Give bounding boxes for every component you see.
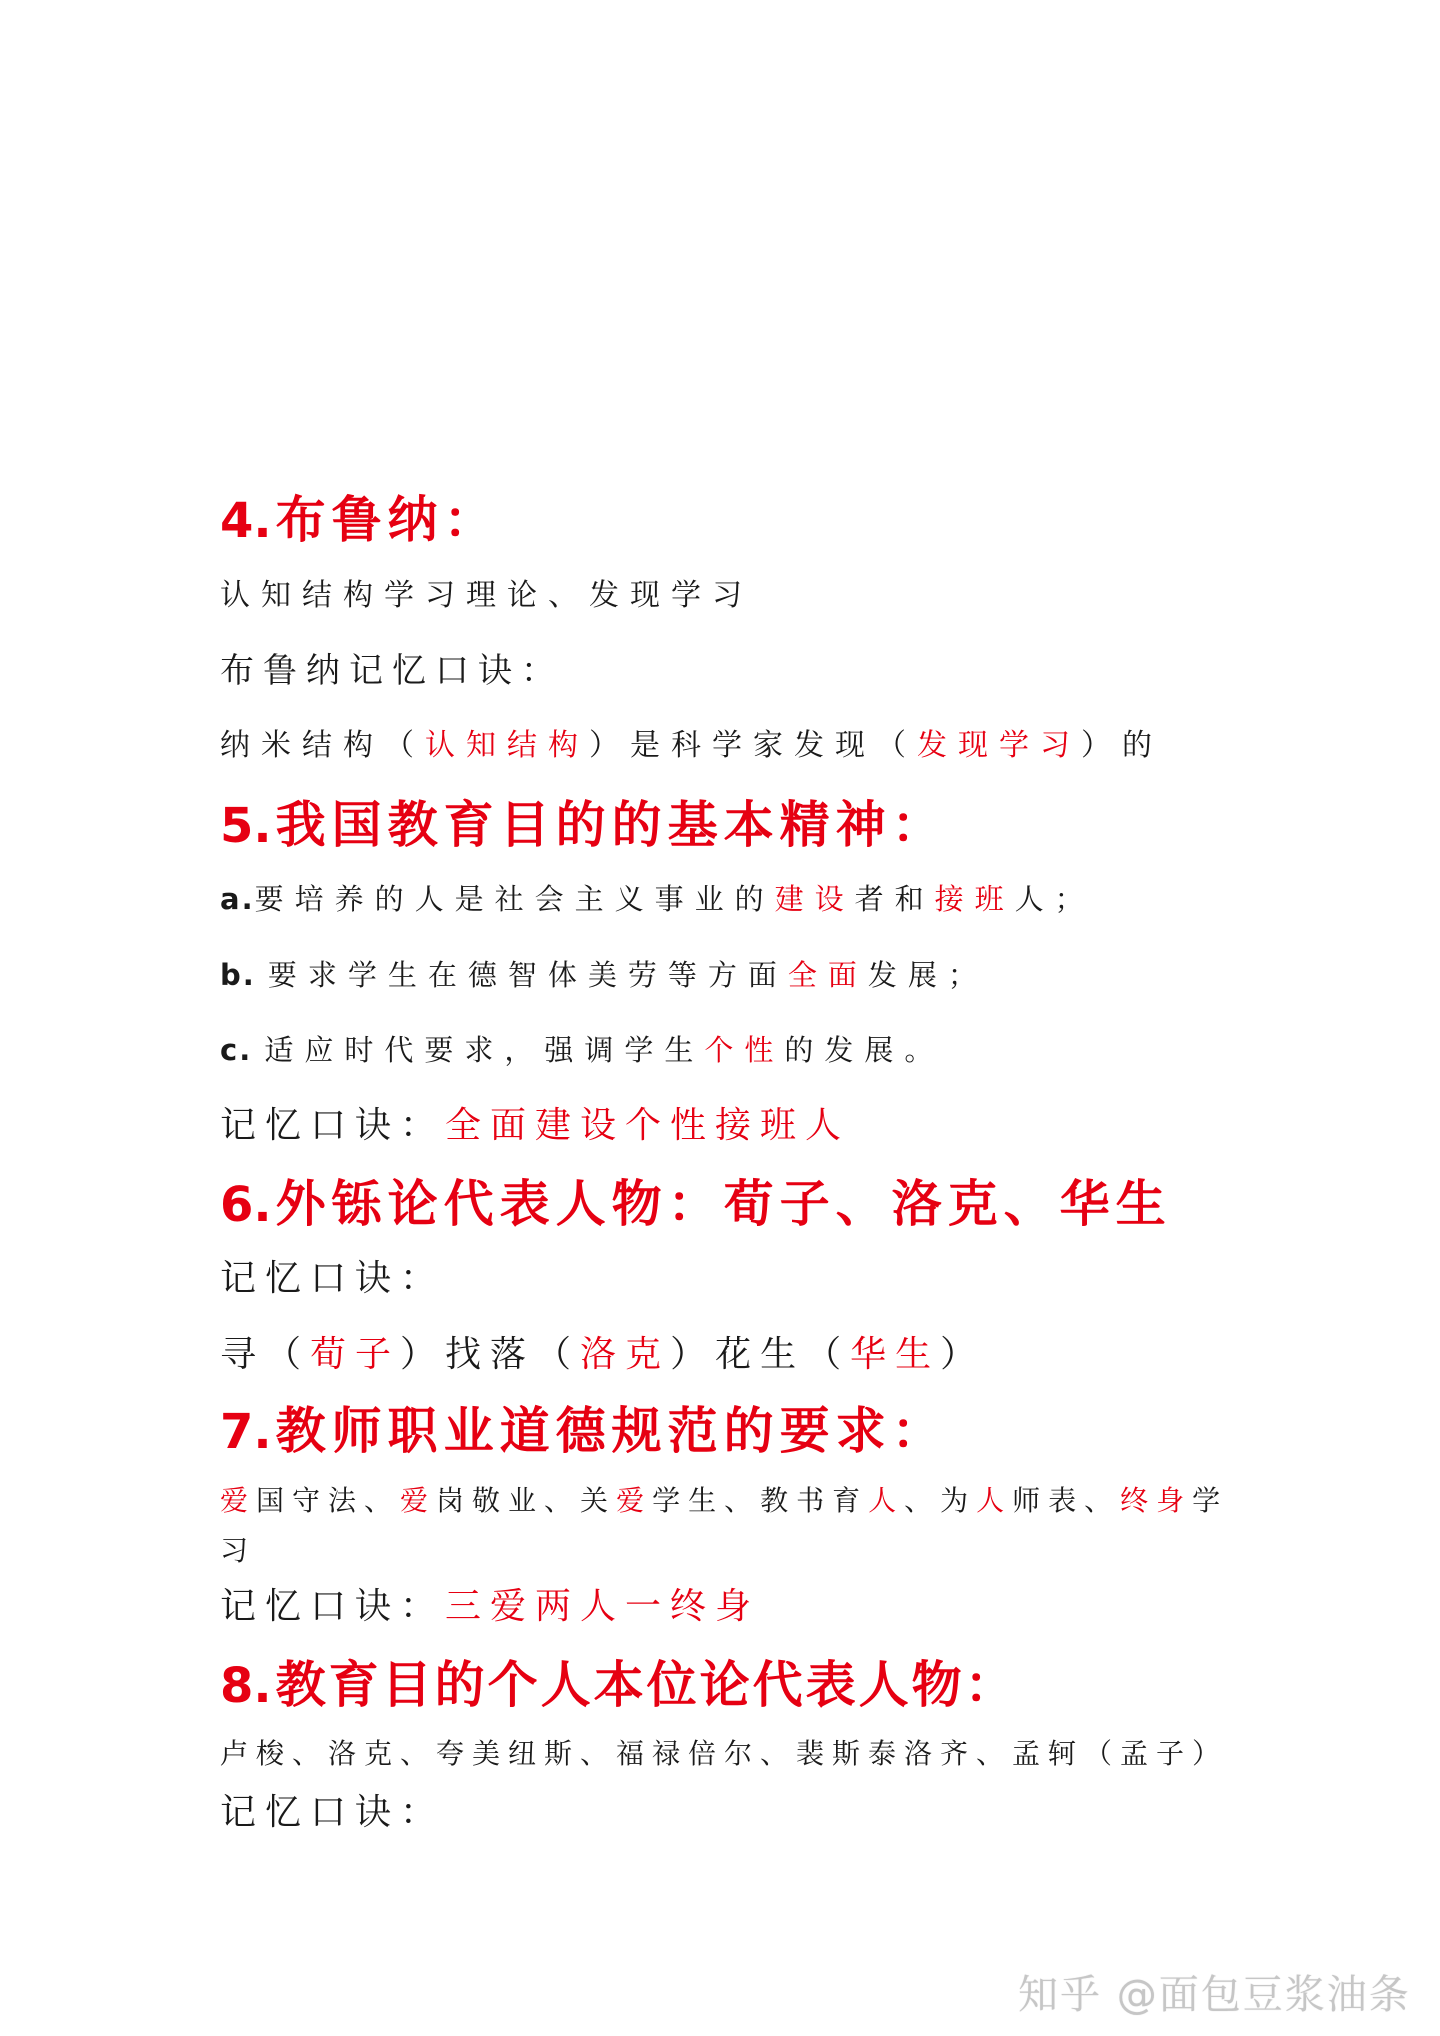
text-run: 国守法、 bbox=[256, 1484, 401, 1517]
text-run: 卢梭、洛克、夸美纽斯、福禄倍尔、裴斯泰洛齐、孟轲（孟子） bbox=[220, 1737, 1229, 1770]
text-run: c. bbox=[220, 1033, 265, 1067]
section-number: 8. bbox=[220, 1658, 272, 1714]
text-run: ） bbox=[940, 1334, 986, 1375]
section-number: 6. bbox=[220, 1177, 272, 1233]
mnemonic-label bbox=[220, 1790, 445, 1836]
mnemonic-line bbox=[220, 1584, 760, 1630]
point-a bbox=[220, 879, 1095, 919]
text-run: 岗敬业、关 bbox=[436, 1484, 617, 1517]
text-run: 人； bbox=[1014, 882, 1095, 916]
section-number: 7. bbox=[220, 1404, 272, 1460]
text-run: 发展； bbox=[867, 958, 988, 992]
text-run: 寻（ bbox=[220, 1334, 311, 1375]
text-run: 的发展。 bbox=[784, 1033, 945, 1067]
mnemonic-line bbox=[220, 1332, 985, 1378]
text-run: 学 bbox=[1192, 1484, 1229, 1517]
watermark: 知乎 @面包豆浆油条 bbox=[1018, 1972, 1411, 2018]
section-number: 5. bbox=[220, 798, 272, 854]
text-run: b. bbox=[220, 958, 268, 992]
highlighted-term: 人 bbox=[976, 1484, 1013, 1517]
mnemonic-label bbox=[220, 1256, 445, 1302]
text-run: 师表、 bbox=[1012, 1484, 1121, 1517]
section-title: 教师职业道德规范的要求： bbox=[275, 1402, 948, 1460]
section-title: 教育目的个人本位论代表人物： bbox=[275, 1656, 1018, 1714]
text-run: 要求学生在德智体美劳等方面 bbox=[267, 958, 788, 992]
mnemonic-line bbox=[220, 1103, 850, 1149]
text-run: 习 bbox=[220, 1534, 257, 1567]
point-b bbox=[220, 955, 988, 995]
mnemonic-line bbox=[220, 726, 1163, 766]
figures-line bbox=[220, 1735, 1228, 1773]
highlighted-term: 爱 bbox=[400, 1484, 437, 1517]
highlighted-term: 接班 bbox=[934, 882, 1015, 916]
requirements-line-continued bbox=[220, 1532, 256, 1570]
text-run: 认知结构学习理论、发现学习 bbox=[220, 578, 753, 613]
highlighted-term: 全面 bbox=[787, 958, 868, 992]
text-run: ）花生（ bbox=[670, 1334, 851, 1375]
text-run: ）的 bbox=[1081, 728, 1163, 763]
text-run: a. bbox=[220, 882, 255, 916]
highlighted-term: 认知结构 bbox=[425, 728, 589, 763]
text-run: ）找落（ bbox=[400, 1334, 581, 1375]
highlighted-term: 爱 bbox=[220, 1484, 257, 1517]
highlighted-term: 发现学习 bbox=[917, 728, 1081, 763]
highlighted-term: 终身 bbox=[1120, 1484, 1193, 1517]
mnemonic-label bbox=[220, 649, 564, 693]
text-run: 记忆口诀： bbox=[220, 1586, 446, 1627]
section-5-heading bbox=[220, 797, 948, 854]
highlighted-term: 三爱两人一终身 bbox=[445, 1586, 761, 1627]
section-title: 外铄论代表人物：荀子、洛克、华生 bbox=[275, 1175, 1172, 1233]
text-run: 要培养的人是社会主义事业的 bbox=[254, 882, 775, 916]
text-run: 记忆口诀： bbox=[220, 1105, 446, 1146]
text-run: 记忆口诀： bbox=[220, 1792, 446, 1833]
highlighted-term: 个性 bbox=[704, 1033, 785, 1067]
section-6-heading bbox=[220, 1176, 1172, 1233]
text-run: 布鲁纳记忆口诀： bbox=[220, 651, 564, 691]
highlighted-term: 建设 bbox=[774, 882, 855, 916]
highlighted-term: 全面建设个性接班人 bbox=[445, 1105, 851, 1146]
highlighted-term: 人 bbox=[868, 1484, 905, 1517]
text-run: ）是科学家发现（ bbox=[589, 728, 917, 763]
section-4-heading bbox=[220, 492, 500, 549]
highlighted-term: 洛克 bbox=[580, 1334, 671, 1375]
requirements-line bbox=[220, 1482, 1228, 1520]
section-title: 我国教育目的的基本精神： bbox=[275, 796, 948, 854]
highlighted-term: 荀子 bbox=[310, 1334, 401, 1375]
highlighted-term: 华生 bbox=[850, 1334, 941, 1375]
section-7-heading bbox=[220, 1403, 948, 1460]
highlighted-term: 爱 bbox=[616, 1484, 653, 1517]
section-8-heading bbox=[220, 1657, 1018, 1714]
point-c bbox=[220, 1030, 944, 1070]
text-run: 、为 bbox=[904, 1484, 977, 1517]
text-run: 者和 bbox=[854, 882, 935, 916]
text-run: 记忆口诀： bbox=[220, 1258, 446, 1299]
section-number: 4. bbox=[220, 493, 272, 549]
text-run: 学生、教书育 bbox=[652, 1484, 869, 1517]
theory-line bbox=[220, 576, 753, 616]
section-title: 布鲁纳： bbox=[275, 491, 500, 549]
text-run: 纳米结构（ bbox=[220, 728, 425, 763]
text-run: 适应时代要求，强调学生 bbox=[264, 1033, 705, 1067]
